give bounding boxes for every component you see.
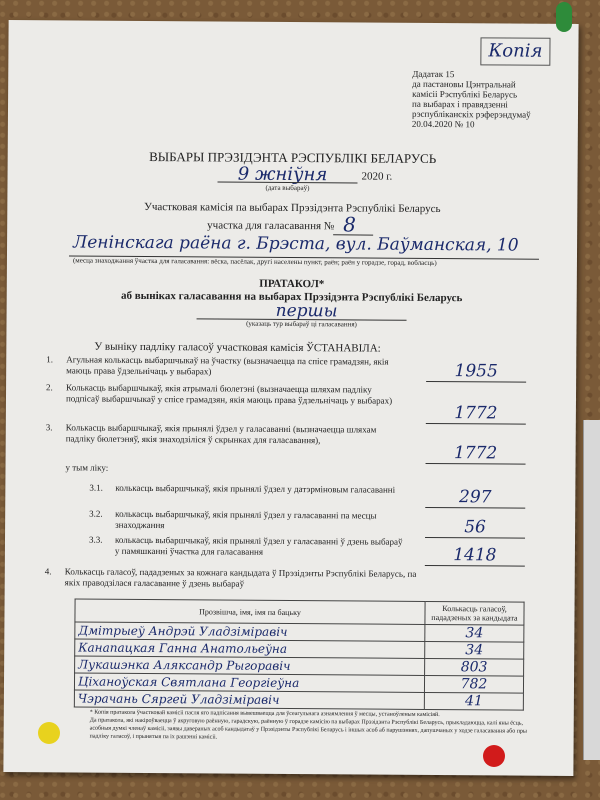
subitem-value: 1418 (425, 545, 525, 567)
column-header-votes: Колькасць галасоў, пададзеных за кандыдата (425, 601, 524, 625)
page-title: ВЫБАРЫ ПРЭЗІДЭНТА РЭСПУБЛІКІ БЕЛАРУСЬ (149, 149, 437, 167)
yellow-pushpin (38, 722, 60, 744)
election-year: 2020 г. (361, 170, 393, 183)
established-line: У выніку падліку галасоў участковая камісія ЎСТАНАВІЛА: (94, 340, 381, 355)
subitem-text: колькасць выбаршчыкаў, якія прынялі ўдзел у галасаванні па месцы знаходжання (115, 508, 377, 531)
item-text: Агульная колькасць выбаршчыкаў на ўчастку (вызначаецца па спісе грамадзян, якія маюць права ўдзельнічаць у выбарах) (66, 354, 389, 377)
precinct-number: 8 (343, 212, 357, 237)
candidate-votes: 782 (424, 675, 523, 693)
subitem-text: колькасць выбаршчыкаў, якія прынялі ўдзел у датэрміновым галасаванні (115, 482, 396, 495)
commission-line: Участковая камісія па выбарах Прэзідэнта Рэспублікі Беларусь (144, 200, 441, 216)
candidate-name: Канапацкая Ганна Анатольеўна (75, 639, 425, 658)
candidate-name: Дмітрыеў Андрэй Уладзіміравіч (75, 622, 425, 641)
candidate-votes: 803 (425, 658, 524, 676)
precinct-label: участка для галасавання № (207, 219, 335, 233)
candidate-votes: 34 (425, 641, 524, 659)
including-label: у тым ліку: (65, 462, 109, 473)
appendix-note (412, 69, 572, 130)
election-date: 9 жніўня (237, 163, 328, 186)
candidate-name: Ціханоўская Святлана Георгіеўна (74, 673, 424, 692)
appendix-line: 20.04.2020 № 10 (411, 118, 475, 130)
red-pushpin (483, 745, 505, 767)
item-text: Колькасць выбаршчыкаў, якія прынялі ўдзел у галасаванні (вызначаецца шляхам падліку бюлетэняў, якія знаходзіліся ў скрынках для галасавання), (65, 422, 377, 446)
appendix-line: да пастановы Цэнтральнай (412, 78, 516, 90)
subitem-number: 3.1. (89, 482, 103, 493)
item-value: 1772 (426, 443, 526, 465)
election-round: першы (275, 300, 338, 322)
item-text: Колькасць галасоў, пададзеных за кожнага кандыдата ў Прэзідэнты Рэспублікі Беларусь, па якіх праводзілася галасаванне ў дзень выбараў (64, 566, 417, 589)
subitem-text: колькасць выбаршчыкаў, якія прынялі ўдзел у галасаванні ў дзень выбараў у памяшканні ўчастка для галасавання (114, 534, 403, 557)
subitem-value: 56 (425, 517, 525, 539)
item-number: 1. (46, 354, 54, 365)
precinct-location: Ленінскага раёна г. Брэста, вул. Баўманская, 10 (73, 232, 519, 256)
candidate-votes: 34 (425, 624, 524, 642)
footnote-line: Да пратакола, які накіроўваецца ў акруговую раённую, гарадскую, раённую ў горадзе камісію па выбарах Прэзідэнта Рэспублікі Беларусь, прыкладаюцца, калі яны ёсць, асобныя думкі членаў камісіі, заявы даверaных асоб кандыдатаў у Прэзідэнты Рэспублікі Беларусь і іншых асоб аб парушэннях, дапушчаных у ходзе галасавання або пры падліку галасоў, і прынятыя па іх рашэнні камісіі. (89, 717, 527, 741)
candidate-name: Лукашэнка Аляксандр Рыгоравіч (75, 656, 425, 675)
table-row (74, 690, 523, 710)
column-header-name: Прозвішча, імя, імя па бацьку (75, 599, 425, 624)
candidate-votes: 41 (424, 692, 523, 710)
item-number: 3. (45, 422, 53, 433)
appendix-line: Дадатак 15 (412, 68, 455, 80)
appendix-line: па выбарах і правядзенні (412, 98, 508, 110)
location-caption: (месца знаходжання ўчастка для галасавання: вёска, пасёлак, другі населены пункт, раён; раён у горадзе, горад, вобласць) (72, 256, 437, 268)
item-value: 1772 (426, 403, 526, 425)
subitem-number: 3.2. (89, 508, 103, 519)
subitem-value: 297 (425, 487, 525, 509)
footnote (90, 709, 530, 744)
appendix-line: рэспубліканскіх рэферэндумаў (411, 108, 531, 120)
item-number: 2. (46, 382, 53, 393)
protocol-sheet (3, 20, 578, 776)
footnote-line: * Копія пратакола ўчастковай камісіі пасля яго падпісання вывешваецца для ўсеагульнага азнаямлення ў месцы, устаноўленым камісіяй. (89, 709, 440, 719)
table-header-row (75, 599, 524, 625)
copy-stamp: Копія (480, 37, 550, 65)
item-text: Колькасць выбаршчыкаў, якія атрымалі бюлетэні (вызначаецца шляхам падліку подпісаў выбаршчыкаў у спісе грамадзян, якія маюць права ўдзельнічаць у выбарах) (65, 382, 393, 406)
appendix-line: камісіі Рэспублікі Беларусь (412, 88, 518, 100)
candidates-table (74, 598, 525, 710)
item-value: 1955 (426, 361, 526, 383)
round-caption: (указаць тур выбараў ці галасавання) (246, 319, 357, 329)
green-pushpin (556, 2, 572, 32)
protocol-title: ПРАТАКОЛ* (259, 277, 325, 291)
date-caption: (дата выбараў) (265, 183, 310, 193)
item-number: 4. (44, 566, 52, 577)
adjacent-sheet (583, 420, 600, 760)
protocol-subtitle: аб выніках галасавання на выбарах Прэзідэнта Рэспублікі Беларусь (120, 289, 463, 305)
subitem-number: 3.3. (88, 534, 103, 545)
candidate-name: Чэрачань Сяргей Уладзіміравіч (74, 690, 424, 709)
